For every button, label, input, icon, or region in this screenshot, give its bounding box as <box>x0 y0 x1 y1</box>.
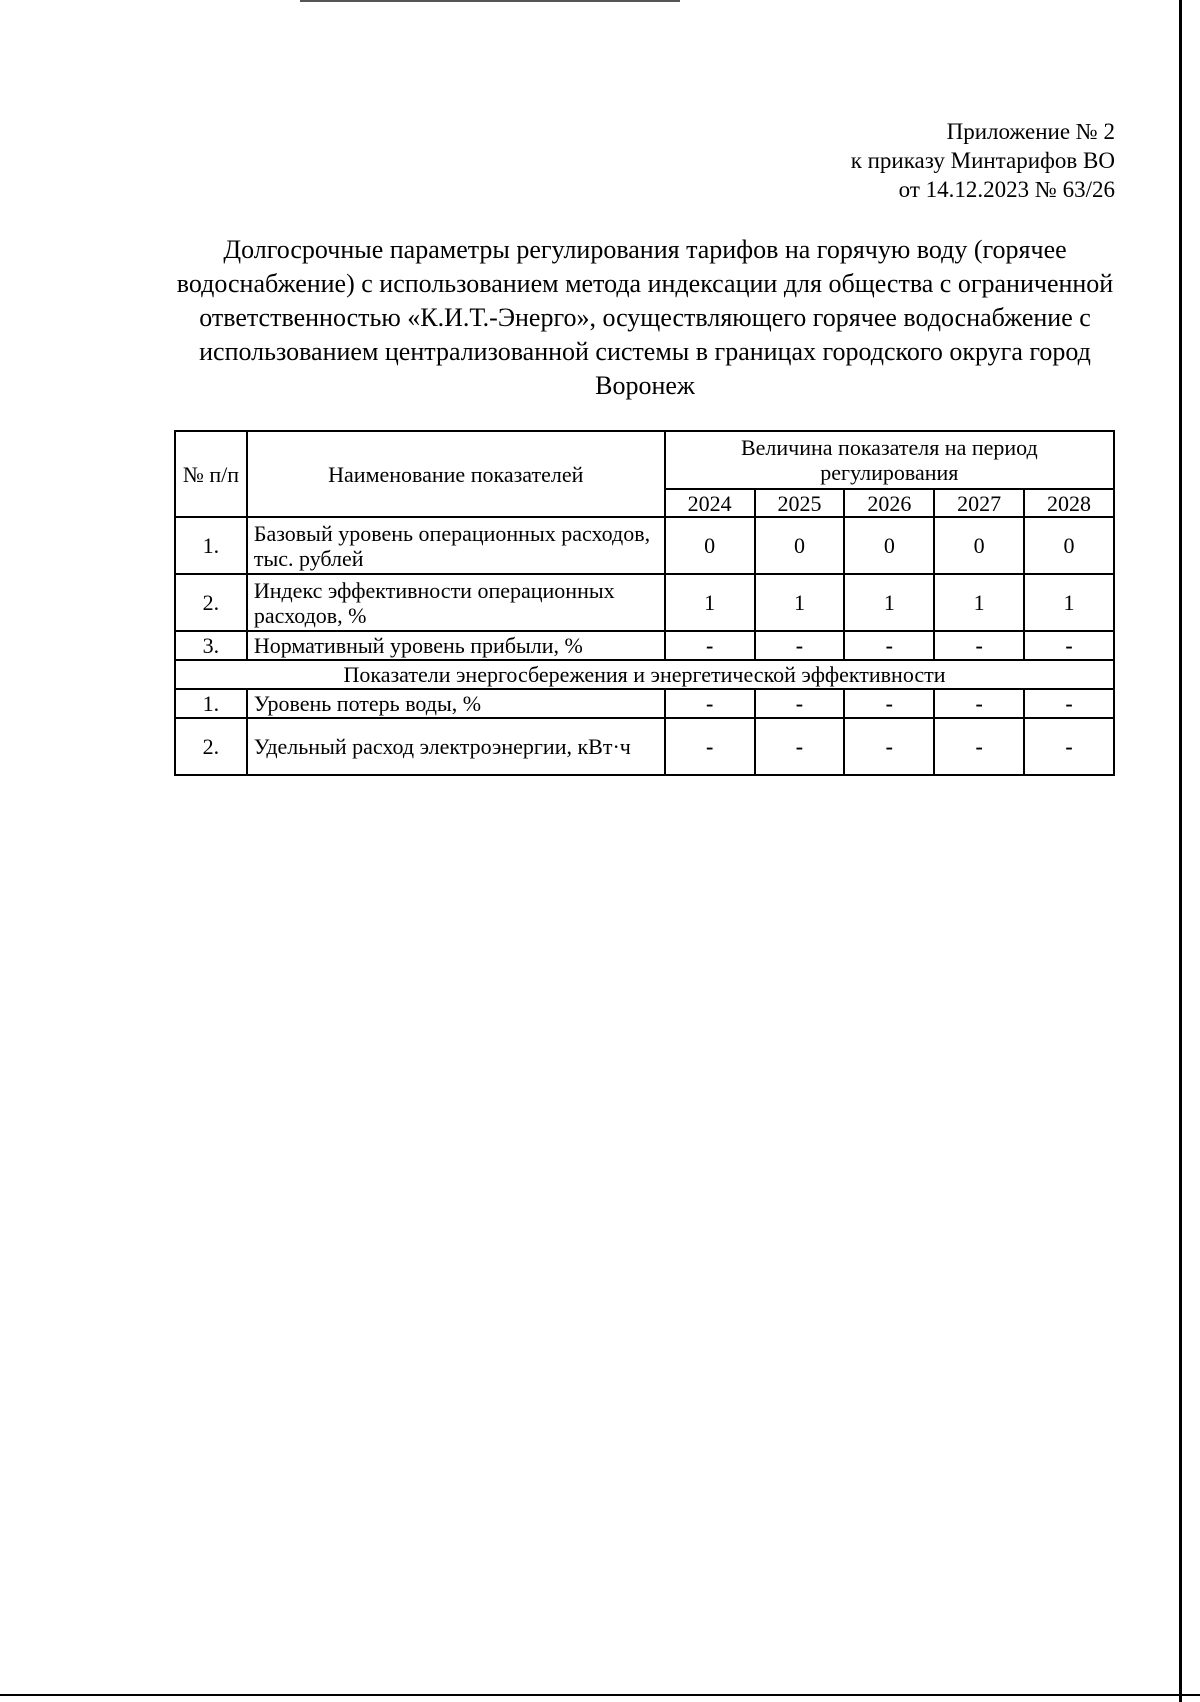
value-cell: - <box>844 689 934 718</box>
year-cell: 2024 <box>665 489 755 517</box>
header-name: Наименование показателей <box>247 431 665 517</box>
appendix-line-1: Приложение № 2 <box>946 119 1115 144</box>
value-cell: 1 <box>844 574 934 631</box>
value-cell: - <box>1024 689 1114 718</box>
row-number: 2. <box>175 574 247 631</box>
value-cell: - <box>844 631 934 660</box>
row-number: 1. <box>175 689 247 718</box>
row-name: Удельный расход электроэнергии, кВт·ч <box>247 718 665 775</box>
value-cell: 0 <box>934 517 1024 574</box>
value-cell: - <box>755 718 845 775</box>
row-name: Индекс эффективности операционных расходов, % <box>247 574 665 631</box>
scan-edge-right <box>1179 0 1182 1702</box>
value-cell: - <box>755 689 845 718</box>
parameters-table <box>174 430 1115 776</box>
table-row <box>175 574 1114 631</box>
row-name: Базовый уровень операционных расходов, тыс. рублей <box>247 517 665 574</box>
value-cell: 0 <box>665 517 755 574</box>
appendix-line-3: от 14.12.2023 № 63/26 <box>898 177 1115 202</box>
year-cell: 2026 <box>844 489 934 517</box>
value-cell: - <box>1024 718 1114 775</box>
appendix-line-2: к приказу Минтарифов ВО <box>850 148 1115 173</box>
section-heading-row <box>175 660 1114 689</box>
table-row <box>175 517 1114 574</box>
row-name: Уровень потерь воды, % <box>247 689 665 718</box>
value-cell: - <box>934 631 1024 660</box>
document-title: Долгосрочные параметры регулирования тарифов на горячую воду (горячее водоснабжение) с использованием метода индексации для общества с ограниченной ответственностью «К.И.Т.-Энерго», осуществляющего горячее водоснабжение с использованием централизованной системы в границах городского округа город Воронеж <box>176 235 1114 400</box>
value-cell: - <box>934 718 1024 775</box>
value-cell: 0 <box>1024 517 1114 574</box>
table-row <box>175 631 1114 660</box>
year-cell: 2027 <box>934 489 1024 517</box>
section-heading: Показатели энергосбережения и энергетической эффективности <box>175 660 1114 689</box>
value-cell: - <box>1024 631 1114 660</box>
appendix-header <box>851 117 1115 204</box>
row-number: 1. <box>175 517 247 574</box>
value-cell: 1 <box>665 574 755 631</box>
year-cell: 2025 <box>755 489 845 517</box>
value-cell: - <box>665 689 755 718</box>
value-cell: 0 <box>844 517 934 574</box>
value-cell: - <box>665 718 755 775</box>
value-cell: - <box>934 689 1024 718</box>
row-number: 3. <box>175 631 247 660</box>
scan-edge-bottom <box>0 1694 1200 1696</box>
value-cell: - <box>755 631 845 660</box>
year-cell: 2028 <box>1024 489 1114 517</box>
value-cell: - <box>665 631 755 660</box>
value-cell: 1 <box>934 574 1024 631</box>
value-cell: - <box>844 718 934 775</box>
value-cell: 1 <box>755 574 845 631</box>
row-name: Нормативный уровень прибыли, % <box>247 631 665 660</box>
value-cell: 0 <box>755 517 845 574</box>
header-period: Величина показателя на период регулирования <box>665 431 1114 489</box>
table-row <box>175 689 1114 718</box>
scan-edge-top <box>300 0 680 2</box>
table-row <box>175 718 1114 775</box>
value-cell: 1 <box>1024 574 1114 631</box>
table-header-row <box>175 431 1114 489</box>
header-number: № п/п <box>175 431 247 517</box>
row-number: 2. <box>175 718 247 775</box>
